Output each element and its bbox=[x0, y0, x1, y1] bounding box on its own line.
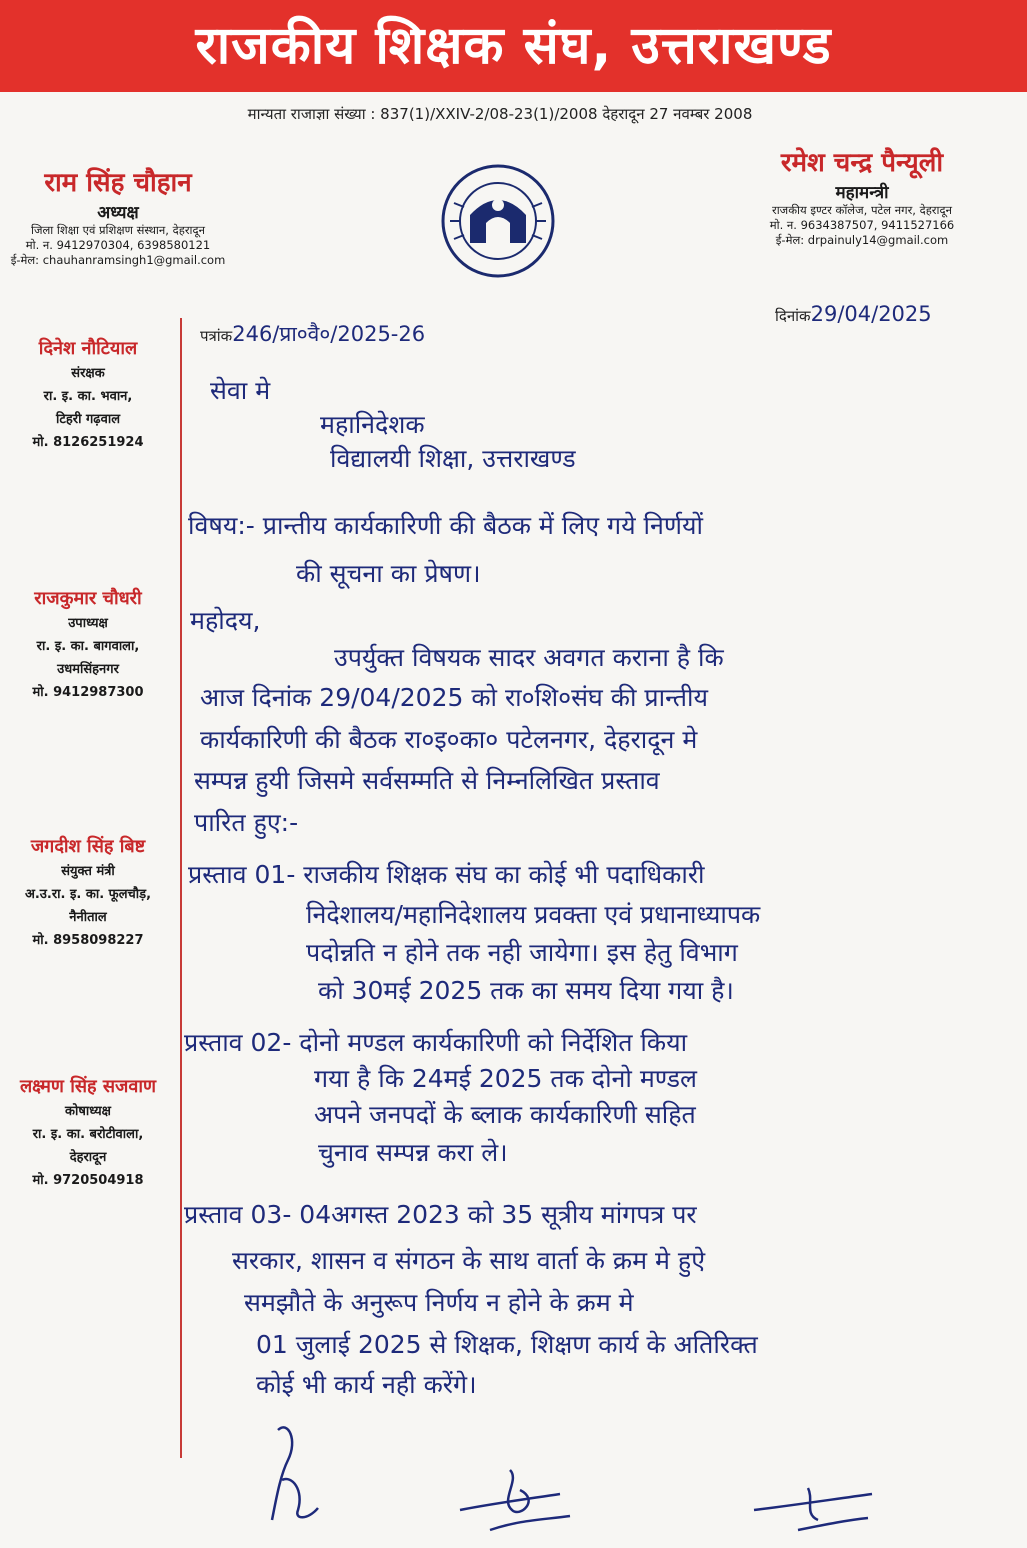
secretary-block bbox=[732, 146, 992, 248]
member-phone: मो. 8958098227 bbox=[32, 933, 144, 948]
reference-number: 246/प्रा०वै०/2025-26 bbox=[232, 322, 426, 346]
secretary-phone: मो. न. 9634387507, 9411527166 bbox=[769, 218, 955, 232]
president-email: ई-मेल: chauhanramsingh1@gmail.com bbox=[10, 253, 226, 267]
proposal-line: निदेशालय/महानिदेशालय प्रवक्ता एवं प्रधानाध्यापक bbox=[306, 900, 761, 929]
member-org: अ.उ.रा. इ. का. फूलचौड़, bbox=[24, 887, 152, 902]
member-place: टिहरी गढ़वाल bbox=[55, 412, 121, 427]
greeting: महोदय, bbox=[190, 606, 261, 635]
president-org: जिला शिक्षा एवं प्रशिक्षण संस्थान, देहरादून bbox=[30, 223, 205, 237]
member-place: नैनीताल bbox=[69, 910, 107, 925]
letter-date: 29/04/2025 bbox=[810, 302, 932, 326]
subject-line: की सूचना का प्रेषण। bbox=[296, 559, 481, 588]
proposal-line: प्रस्ताव 03- 04अगस्त 2023 को 35 सूत्रीय मांगपत्र पर bbox=[184, 1200, 697, 1229]
member-place: उधमसिंहनगर bbox=[57, 662, 119, 677]
secretary-role: महामन्त्री bbox=[835, 183, 889, 203]
reference-field bbox=[200, 320, 425, 348]
member-name: दिनेश नौटियाल bbox=[38, 338, 138, 359]
handwritten-signature bbox=[748, 1480, 878, 1540]
salutation-to: सेवा मे bbox=[210, 376, 271, 405]
handwritten-signature bbox=[450, 1460, 580, 1540]
letterhead-banner bbox=[0, 0, 1027, 92]
president-block bbox=[8, 166, 228, 268]
member-role: कोषाध्यक्ष bbox=[65, 1104, 111, 1119]
sidebar-member bbox=[6, 336, 170, 454]
president-phone: मो. न. 9412970304, 6398580121 bbox=[25, 238, 211, 252]
sidebar-member bbox=[6, 834, 170, 952]
member-org: रा. इ. का. बागवाला, bbox=[36, 639, 140, 654]
body-line: कार्यकारिणी की बैठक रा०इ०का० पटेलनगर, देहरादून मे bbox=[200, 725, 698, 754]
proposal-line: सरकार, शासन व संगठन के साथ वार्ता के क्रम मे हुऐ bbox=[232, 1246, 706, 1275]
proposal-line: प्रस्ताव 01- राजकीय शिक्षक संघ का कोई भी पदाधिकारी bbox=[188, 860, 705, 889]
member-name: जगदीश सिंह बिष्ट bbox=[30, 836, 146, 857]
margin-divider bbox=[180, 318, 182, 1458]
president-role: अध्यक्ष bbox=[97, 203, 139, 223]
member-phone: मो. 9412987300 bbox=[32, 685, 144, 700]
recipient-department: विद्यालयी शिक्षा, उत्तराखण्ड bbox=[330, 444, 576, 473]
handwritten-signature bbox=[258, 1420, 338, 1530]
proposal-line: समझौते के अनुरूप निर्णय न होने के क्रम मे bbox=[244, 1288, 634, 1317]
sidebar-member bbox=[6, 586, 170, 704]
member-name: लक्ष्मण सिंह सजवाण bbox=[19, 1076, 157, 1097]
date-label: दिनांक bbox=[775, 307, 811, 325]
sidebar-member bbox=[6, 1074, 170, 1192]
association-seal-icon bbox=[440, 163, 556, 279]
body-line: सम्पन्न हुयी जिसमे सर्वसम्मति से निम्नलिखित प्रस्ताव bbox=[194, 766, 660, 795]
member-role: उपाध्यक्ष bbox=[68, 616, 108, 631]
proposal-line: अपने जनपदों के ब्लाक कार्यकारिणी सहित bbox=[314, 1100, 696, 1129]
proposal-line: पदोन्नति न होने तक नही जायेगा। इस हेतु विभाग bbox=[306, 938, 738, 967]
subject-line: विषय:- प्रान्तीय कार्यकारिणी की बैठक में लिए गये निर्णयों bbox=[188, 511, 703, 540]
member-org: रा. इ. का. बरोटीवाला, bbox=[32, 1127, 144, 1142]
proposal-line: 01 जुलाई 2025 से शिक्षक, शिक्षण कार्य के अतिरिक्त bbox=[256, 1330, 758, 1359]
secretary-org: राजकीय इण्टर कॉलेज, पटेल नगर, देहरादून bbox=[772, 203, 952, 217]
member-name: राजकुमार चौधरी bbox=[34, 588, 142, 609]
recognition-number: मान्यता राजाज्ञा संख्या : 837(1)/XXIV-2/08-23(1)/2008 देहरादून 27 नवम्बर 2008 bbox=[247, 105, 753, 123]
reference-label: पत्रांक bbox=[200, 327, 233, 345]
secretary-name: रमेश चन्द्र पैन्यूली bbox=[780, 148, 944, 178]
secretary-email: ई-मेल: drpainuly14@gmail.com bbox=[775, 233, 949, 247]
member-role: संयुक्त मंत्री bbox=[61, 864, 115, 879]
proposal-line: को 30मई 2025 तक का समय दिया गया है। bbox=[318, 976, 734, 1005]
organization-title: राजकीय शिक्षक संघ, उत्तराखण्ड bbox=[195, 16, 832, 76]
president-name: राम सिंह चौहान bbox=[44, 168, 192, 198]
member-role: संरक्षक bbox=[71, 366, 105, 381]
body-line: उपर्युक्त विषयक सादर अवगत कराना है कि bbox=[334, 643, 724, 672]
member-place: देहरादून bbox=[69, 1150, 107, 1165]
proposal-line: चुनाव सम्पन्न करा ले। bbox=[318, 1138, 508, 1167]
body-line: पारित हुए:- bbox=[194, 808, 299, 837]
member-phone: मो. 9720504918 bbox=[32, 1173, 144, 1188]
body-line: आज दिनांक 29/04/2025 को रा०शि०संघ की प्रान्तीय bbox=[200, 683, 708, 712]
proposal-line: कोई भी कार्य नही करेंगे। bbox=[256, 1370, 477, 1399]
member-org: रा. इ. का. भवान, bbox=[43, 389, 133, 404]
proposal-line: गया है कि 24मई 2025 तक दोनो मण्डल bbox=[314, 1064, 697, 1093]
member-phone: मो. 8126251924 bbox=[32, 435, 144, 450]
recipient-title: महानिदेशक bbox=[320, 410, 425, 439]
date-field bbox=[775, 302, 932, 326]
proposal-line: प्रस्ताव 02- दोनो मण्डल कार्यकारिणी को निर्देशित किया bbox=[184, 1028, 688, 1057]
